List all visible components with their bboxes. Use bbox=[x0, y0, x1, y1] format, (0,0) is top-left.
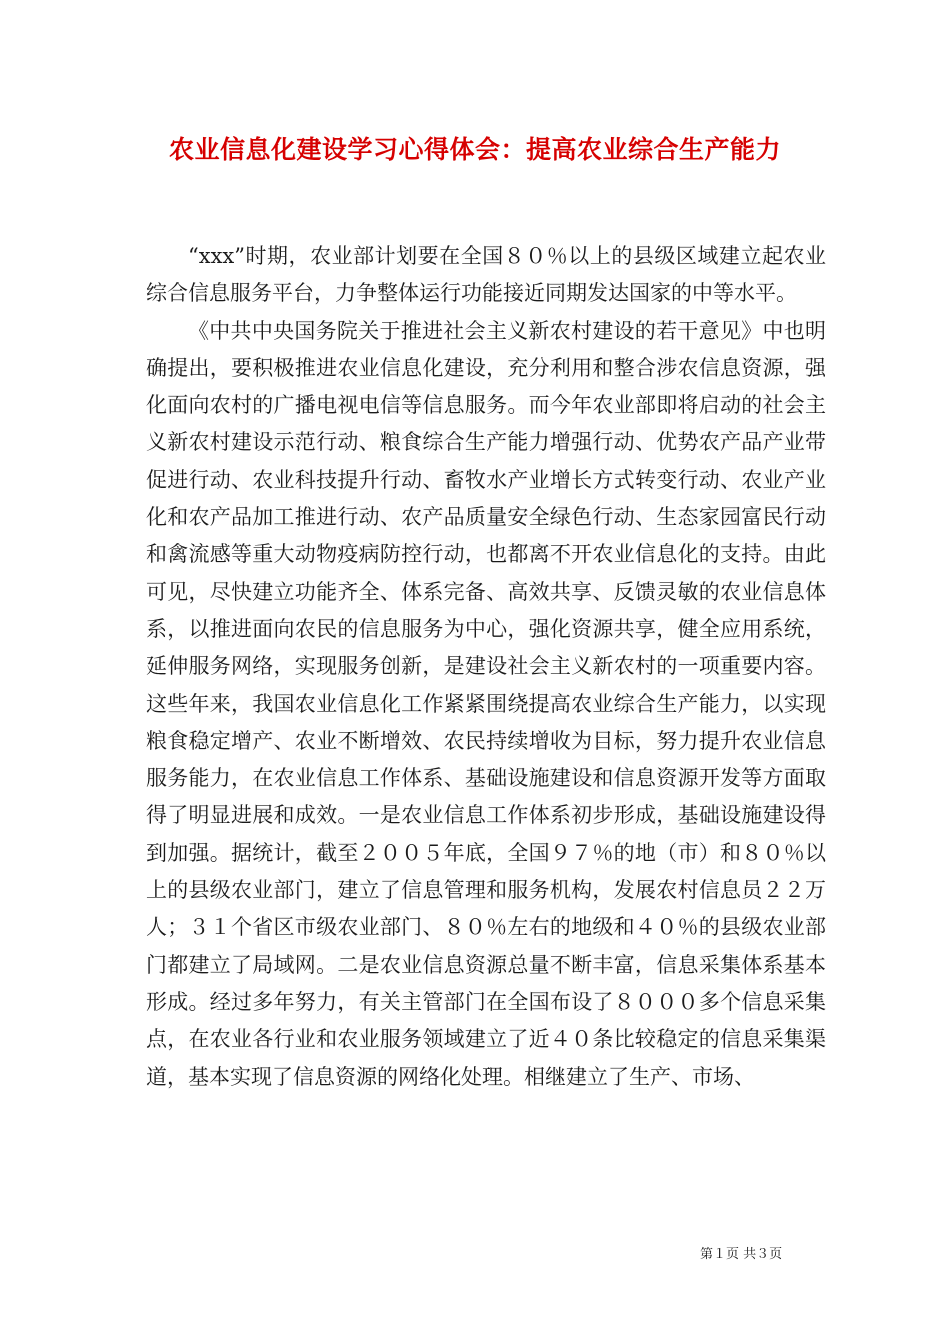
page-title: 农业信息化建设学习心得体会：提高农业综合生产能力 bbox=[168, 135, 781, 164]
paragraph-2: 《中共中央国务院关于推进社会主义新农村建设的若干意见》中也明确提出，要积极推进农业信息化建设，充分利用和整合涉农信息资源，强化面向农村的广播电视电信等信息服务。而今年农业部即将启动的社会主义新农村建设示范行动、粮食综合生产能力增强行动、优势农产品产业带促进行动、农业科技提升行动、畜牧水产业增长方式转变行动、农业产业化和农产品加工推进行动、农产品质量安全绿色行动、生态家园富民行动和禽流感等重大动物疫病防控行动，也都离不开农业信息化的支持。由此可见，尽快建立功能齐全、体系完备、高效共享、反馈灵敏的农业信息体系，以推进面向农民的信息服务为中心，强化资源共享，健全应用系统，延伸服务网络，实现服务创新，是建设社会主义新农村的一项重要内容。这些年来，我国农业信息化工作紧紧围绕提高农业综合生产能力，以实现粮食稳定增产、农业不断增效、农民持续增收为目标，努力提升农业信息服务能力，在农业信息工作体系、基础设施建设和信息资源开发等方面取得了明显进展和成效。一是农业信息工作体系初步形成，基础设施建设得到加强。据统计，截至２００５年底，全国９７％的地（市）和８０％以上的县级农业部门，建立了信息管理和服务机构，发展农村信息员２２万人；３１个省区市级农业部门、８０％左右的地级和４０％的县级农业部门都建立了局域网。二是农业信息资源总量不断丰富，信息采集体系基本形成。经过多年努力，有关主管部门在全国布设了８０００多个信息采集点，在农业各行业和农业服务领域建立了近４０条比较稳定的信息采集渠道，基本实现了信息资源的网络化处理。相继建立了生产、市场、 bbox=[146, 318, 826, 1089]
document-body bbox=[146, 238, 826, 1096]
paragraph-1: “xxx”时期，农业部计划要在全国８０％以上的县级区域建立起农业综合信息服务平台，力争整体运行功能接近同期发达国家的中等水平。 bbox=[146, 244, 826, 306]
page-number: 第１页 共３页 bbox=[700, 1247, 783, 1262]
